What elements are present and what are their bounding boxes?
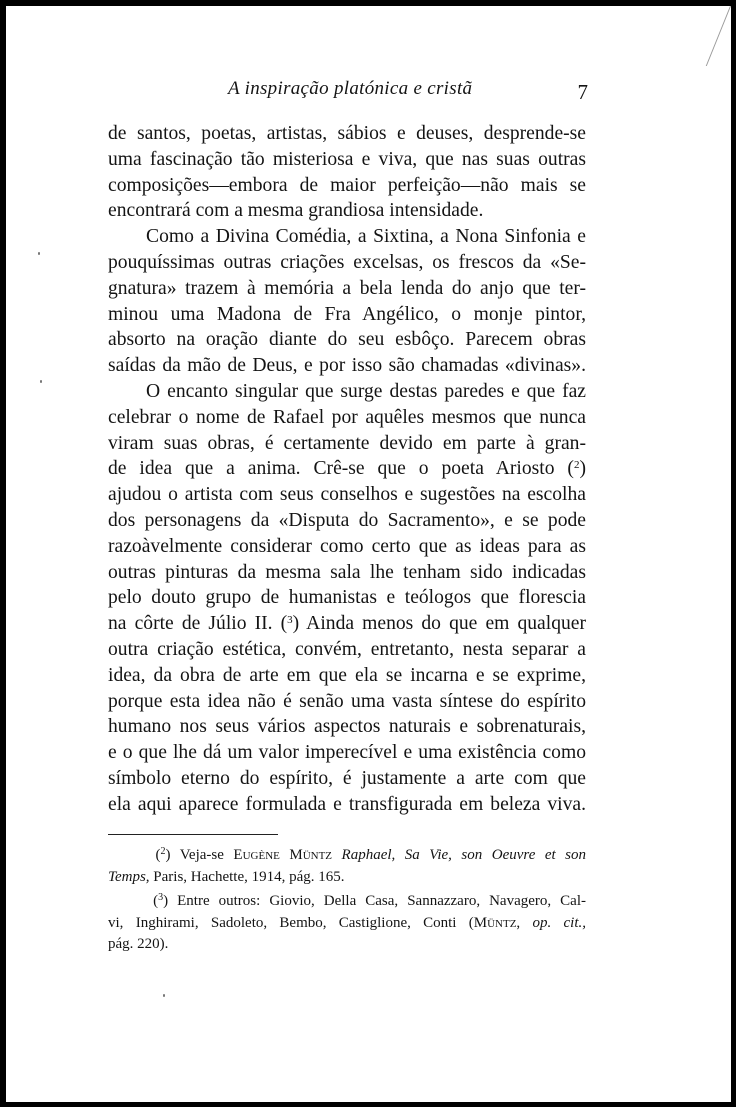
footnote-ref-2: 2 bbox=[573, 459, 580, 472]
text-line: viram suas obras, é certamente devido em parte à gran- bbox=[108, 432, 586, 454]
text-line: encontrará com a mesma grandiosa intensidade. bbox=[108, 200, 484, 222]
text-line: idea, da obra de arte em que ela se incarna e se exprime, bbox=[108, 664, 586, 686]
scan-frame-bottom bbox=[0, 1102, 736, 1107]
footnotes bbox=[108, 845, 586, 959]
text-line: composições—embora de maior perfeição—não mais se bbox=[108, 174, 586, 196]
text-line-with-footnote-ref bbox=[108, 611, 586, 637]
footnote-text: ) Veja-se bbox=[165, 847, 224, 863]
footnote-ref-close: ) bbox=[579, 458, 586, 480]
scan-frame-top bbox=[0, 0, 736, 6]
scan-speck bbox=[38, 252, 40, 255]
text-line: O encanto singular que surge destas paredes e que faz bbox=[146, 380, 586, 402]
text-line-segment: de idea que a anima. Crê-se que o poeta Ariosto ( bbox=[108, 458, 574, 480]
footnote-title-cont: Temps, bbox=[108, 868, 150, 885]
text-line-segment: ) Ainda menos do que em qualquer bbox=[292, 613, 587, 635]
text-line: pouquíssimas outras criações excelsas, os frescos da «Se- bbox=[108, 251, 586, 273]
text-line: uma fascinação tão misteriosa e viva, que nas suas outras bbox=[108, 148, 586, 170]
text-line: ajudou o artista com seus conselhos e sugestões na escolha bbox=[108, 484, 586, 506]
footnote-line bbox=[108, 891, 586, 913]
scan-speck bbox=[163, 994, 165, 997]
footnote-mark: 3 bbox=[158, 892, 164, 903]
scan-frame-right bbox=[731, 0, 736, 1107]
text-line: dos personagens da «Disputa do Sacramento», e se pode bbox=[108, 509, 586, 531]
footnote-text: vi, Inghirami, Sadoleto, Bembo, Castiglione, Conti ( bbox=[108, 914, 474, 931]
running-title: A inspiração platónica e cristã bbox=[228, 78, 473, 99]
footnote-title: Raphael, Sa Vie, son Oeuvre et son bbox=[341, 847, 587, 863]
text-line: outras pinturas da mesma sala lhe tenham sido indicadas bbox=[108, 561, 586, 583]
footnote-ref-3: 3 bbox=[287, 614, 293, 627]
scan-speck bbox=[40, 380, 42, 383]
footnote-author: Müntz, bbox=[473, 914, 521, 931]
footnote-cit: op. cit., bbox=[532, 914, 587, 931]
text-line: outra criação estética, convém, entretanto, nesta separar a bbox=[108, 638, 586, 660]
text-line-with-footnote-ref bbox=[108, 456, 586, 482]
text-line: humano nos seus vários aspectos naturais e sobrenaturais, bbox=[108, 716, 586, 738]
text-line: celebrar o nome de Rafael por aquêles mesmos que nunca bbox=[108, 406, 586, 428]
footnote-line bbox=[108, 845, 586, 867]
body-text bbox=[108, 121, 586, 818]
text-line: razoàvelmente considerar como certo que as ideas para as bbox=[108, 535, 586, 557]
text-line: Como a Divina Comédia, a Sixtina, a Nona Sinfonia e bbox=[146, 226, 586, 248]
footnote-line: pág. 220). bbox=[108, 936, 169, 952]
footnote-paren: ( bbox=[153, 893, 159, 909]
footnote-text: ) Entre outros: Giovio, Della Casa, Sannazzaro, Navagero, Cal- bbox=[163, 893, 586, 909]
footnote-2 bbox=[108, 845, 586, 888]
text-line: ela aqui aparece formulada e transfigurada em beleza viva. bbox=[108, 793, 586, 815]
text-line: gnatura» trazem à memória a bela lenda do anjo que ter- bbox=[108, 277, 586, 299]
text-line: absorto na oração diante do seu esbôço. Parecem obras bbox=[108, 329, 586, 351]
text-line: saídas da mão de Deus, e por isso são chamadas «divinas». bbox=[108, 355, 586, 377]
footnote-3 bbox=[108, 891, 586, 956]
text-line: e o que lhe dá um valor imperecível e uma existência como bbox=[108, 742, 586, 764]
text-line-segment: na côrte de Júlio II. ( bbox=[108, 613, 288, 635]
footnote-paren: ( bbox=[155, 847, 161, 863]
footnote-mark: 2 bbox=[160, 846, 166, 857]
footnote-line bbox=[108, 867, 586, 889]
paragraph-3 bbox=[108, 379, 586, 818]
page-fold-edge bbox=[678, 6, 731, 66]
page-number: 7 bbox=[577, 80, 588, 104]
text-line: símbolo eterno do espírito, é justamente a arte com que bbox=[108, 767, 586, 789]
text-line: pelo douto grupo de humanistas e teólogos que florescia bbox=[108, 587, 586, 609]
text-line: minou uma Madona de Fra Angélico, o monje pintor, bbox=[108, 303, 586, 325]
paragraph-1 bbox=[108, 121, 586, 224]
paragraph-2 bbox=[108, 224, 586, 379]
text-line: porque esta idea não é senão uma vasta síntese do espírito bbox=[108, 690, 586, 712]
text-line: de santos, poetas, artistas, sábios e deuses, desprende-se bbox=[108, 123, 586, 144]
footnote-author: Eugène Müntz bbox=[233, 847, 333, 863]
footnote-text: Paris, Hachette, 1914, pág. 165. bbox=[153, 868, 345, 885]
scan-frame-left bbox=[0, 0, 6, 1107]
page-header bbox=[108, 78, 588, 108]
footnote-line bbox=[108, 913, 586, 935]
footnote-separator bbox=[108, 834, 278, 835]
